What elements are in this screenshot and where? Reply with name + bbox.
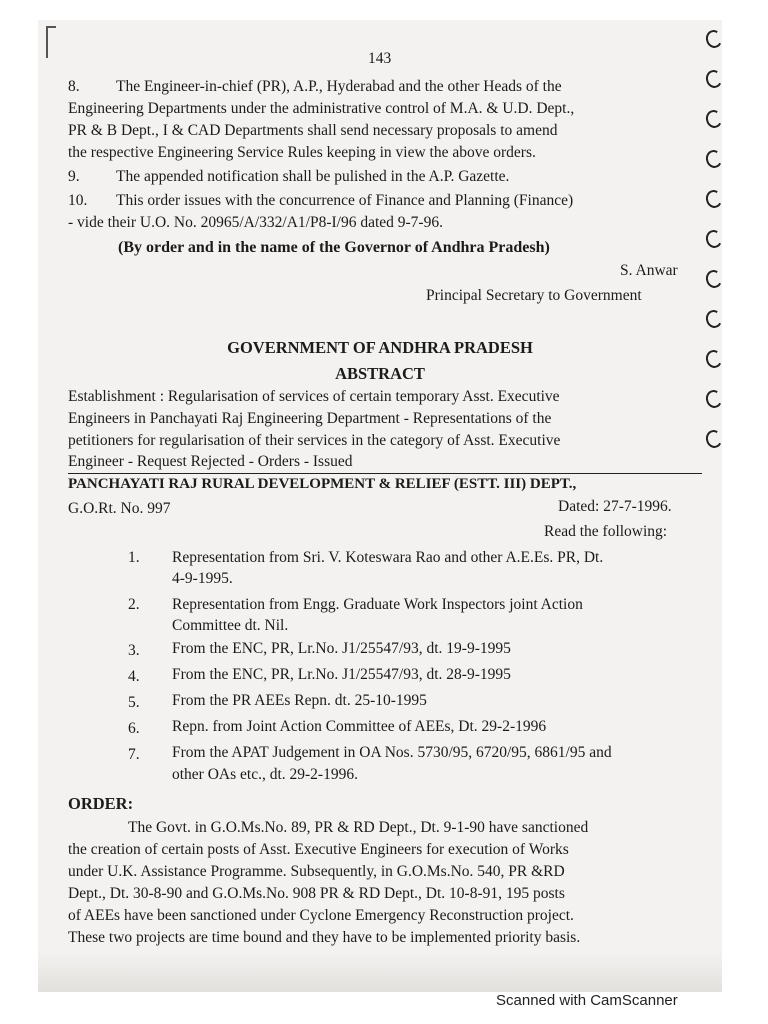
reference-line: Representation from Engg. Graduate Work Inspectors joint Action — [172, 596, 583, 613]
scan-corner-mark — [46, 26, 56, 58]
reference-number: 4. — [128, 668, 140, 685]
reference-line: Committee dt. Nil. — [172, 617, 289, 634]
signatory-title: Principal Secretary to Government — [426, 287, 642, 304]
reference-number: 3. — [128, 642, 140, 659]
order-line: Dept., Dt. 30-8-90 and G.O.Ms.No. 908 PR & RD Dept., Dt. 10-8-91, 195 posts — [68, 885, 565, 902]
go-date: Dated: 27-7-1996. — [558, 498, 672, 515]
abstract-heading: ABSTRACT — [335, 364, 425, 383]
abstract-line: petitioners for regularisation of their services in the category of Asst. Executive — [68, 432, 561, 449]
order-line: The Govt. in G.O.Ms.No. 89, PR & RD Dept., Dt. 9-1-90 have sanctioned — [128, 819, 589, 836]
para-8-line: Engineering Departments under the administrative control of M.A. & U.D. Dept., — [68, 100, 575, 117]
reference-number: 1. — [128, 549, 140, 566]
para-8-line: the respective Engineering Service Rules keeping in view the above orders. — [68, 144, 536, 161]
para-8-line: The Engineer-in-chief (PR), A.P., Hyderabad and the other Heads of the — [116, 78, 562, 95]
by-order-line: (By order and in the name of the Governor of Andhra Pradesh) — [118, 239, 550, 256]
para-10-line: This order issues with the concurrence of Finance and Planning (Finance) — [116, 192, 574, 209]
reference-number: 2. — [128, 596, 140, 613]
order-heading: ORDER: — [68, 794, 134, 813]
order-line: under U.K. Assistance Programme. Subsequently, in G.O.Ms.No. 540, PR &RD — [68, 863, 565, 880]
abstract-line: Engineer - Request Rejected - Orders - Issued — [68, 453, 353, 470]
abstract-line: Establishment : Regularisation of services of certain temporary Asst. Executive — [68, 388, 560, 405]
page-number: 143 — [368, 50, 392, 67]
read-the-following: Read the following: — [544, 523, 668, 540]
para-9-text: The appended notification shall be pulished in the A.P. Gazette. — [116, 168, 510, 185]
para-9-number: 9. — [68, 168, 80, 185]
government-heading: GOVERNMENT OF ANDHRA PRADESH — [227, 338, 533, 357]
reference-line: other OAs etc., dt. 29-2-1996. — [172, 766, 358, 783]
para-8-number: 8. — [68, 78, 80, 95]
page-bottom-shadow — [38, 952, 722, 992]
reference-line: From the PR AEEs Repn. dt. 25-10-1995 — [172, 692, 427, 709]
reference-line: From the APAT Judgement in OA Nos. 5730/95, 6720/95, 6861/95 and — [172, 744, 612, 761]
para-10-number: 10. — [68, 192, 88, 209]
document-page — [38, 20, 722, 992]
department-line: PANCHAYATI RAJ RURAL DEVELOPMENT & RELIEF (ESTT. III) DEPT., — [68, 476, 577, 492]
signatory-name: S. Anwar — [620, 262, 678, 279]
reference-line: From the ENC, PR, Lr.No. J1/25547/93, dt. 19-9-1995 — [172, 640, 511, 657]
reference-line: From the ENC, PR, Lr.No. J1/25547/93, dt. 28-9-1995 — [172, 666, 511, 683]
para-10-line: - vide their U.O. No. 20965/A/332/A1/P8-I/96 dated 9-7-96. — [68, 214, 443, 231]
order-line: These two projects are time bound and they have to be implemented priority basis. — [68, 929, 581, 946]
reference-line: 4-9-1995. — [172, 570, 233, 587]
abstract-line: Engineers in Panchayati Raj Engineering Department - Representations of the — [68, 410, 552, 427]
reference-number: 6. — [128, 720, 140, 737]
scanner-watermark: Scanned with CamScanner — [496, 992, 678, 1009]
reference-number: 5. — [128, 694, 140, 711]
go-number: G.O.Rt. No. 997 — [68, 500, 171, 517]
para-8-line: PR & B Dept., I & CAD Departments shall send necessary proposals to amend — [68, 122, 558, 139]
reference-line: Repn. from Joint Action Committee of AEEs, Dt. 29-2-1996 — [172, 718, 547, 735]
reference-line: Representation from Sri. V. Koteswara Rao and other A.E.Es. PR, Dt. — [172, 549, 604, 566]
order-line: of AEEs have been sanctioned under Cyclone Emergency Reconstruction project. — [68, 907, 574, 924]
order-line: the creation of certain posts of Asst. Executive Engineers for execution of Works — [68, 841, 569, 858]
reference-number: 7. — [128, 746, 140, 763]
